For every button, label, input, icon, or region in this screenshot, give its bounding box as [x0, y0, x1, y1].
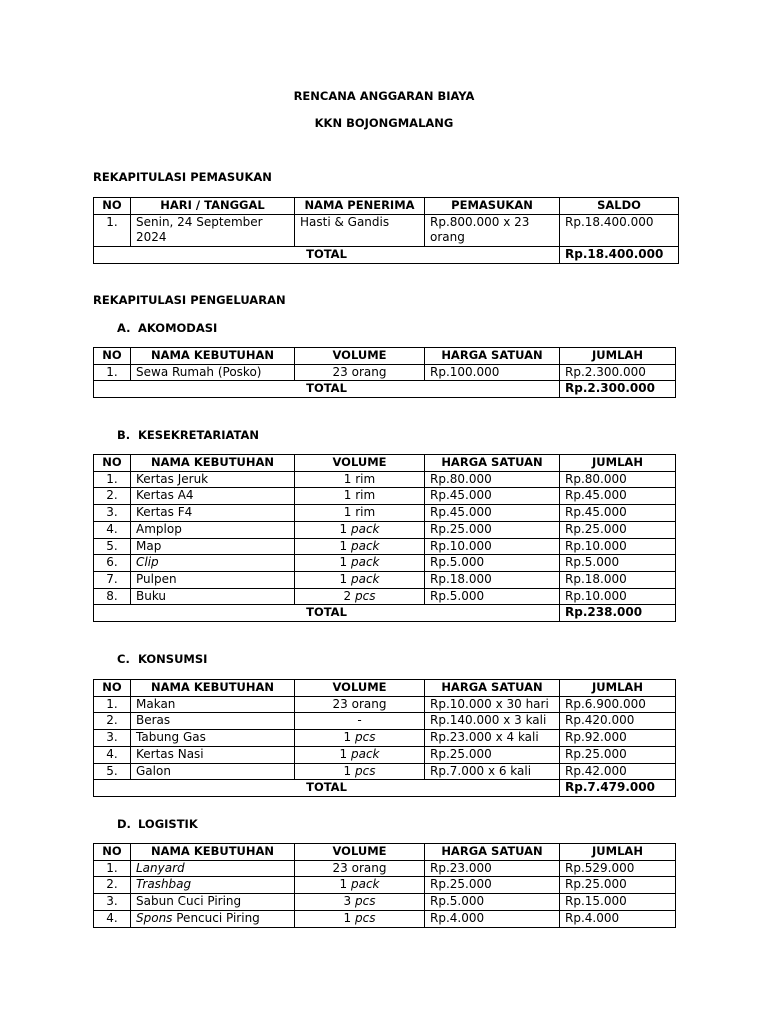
row-nama — [131, 910, 295, 927]
row-volume-number: 1 — [339, 877, 348, 892]
row-nama — [131, 894, 295, 911]
row-nama — [131, 763, 295, 780]
header-cell: NAMA KEBUTUHAN — [131, 680, 295, 697]
row-jumlah: Rp.420.000 — [560, 713, 676, 730]
row-volume-unit: pcs — [355, 894, 376, 909]
row-volume — [295, 696, 425, 713]
section-title: LOGISTIK — [138, 817, 198, 831]
table-row — [94, 521, 676, 538]
row-nama — [131, 877, 295, 894]
row-jumlah: Rp.15.000 — [560, 894, 676, 911]
row-harga: Rp.25.000 — [425, 877, 560, 894]
row-jumlah: Rp.25.000 — [560, 746, 676, 763]
row-no: 5. — [94, 763, 131, 780]
row-no: 3. — [94, 894, 131, 911]
akomodasi-table — [93, 347, 676, 398]
row-penerima: Hasti & Gandis — [295, 214, 425, 246]
row-nama: Sewa Rumah (Posko) — [131, 364, 295, 381]
header-cell: JUMLAH — [560, 455, 676, 472]
row-jumlah: Rp.25.000 — [560, 521, 676, 538]
row-harga: Rp.5.000 — [425, 588, 560, 605]
row-nama-text: Tabung Gas — [136, 730, 206, 745]
row-jumlah: Rp.529.000 — [560, 860, 676, 877]
row-no: 5. — [94, 538, 131, 555]
section-kesekretariatan-title — [117, 428, 259, 442]
section-logistik-title — [117, 817, 198, 831]
section-title: KESEKRETARIATAN — [138, 428, 259, 442]
row-nama-text: Pencuci Piring — [172, 910, 260, 925]
row-no: 8. — [94, 588, 131, 605]
row-nama-italic: Spons — [136, 910, 173, 925]
table-row — [94, 860, 676, 877]
header-cell: NO — [94, 844, 131, 861]
row-harga: Rp.5.000 — [425, 555, 560, 572]
row-nama-text: Makan — [136, 696, 176, 711]
row-volume — [295, 505, 425, 522]
row-harga: Rp.80.000 — [425, 471, 560, 488]
row-no: 2. — [94, 877, 131, 894]
row-no: 1. — [94, 696, 131, 713]
row-harga: Rp.25.000 — [425, 746, 560, 763]
pemasukan-heading: REKAPITULASI PEMASUKAN — [93, 170, 272, 184]
row-volume-unit: pcs — [355, 763, 376, 778]
row-volume — [295, 521, 425, 538]
header-cell: NAMA KEBUTUHAN — [131, 844, 295, 861]
table-row — [94, 696, 676, 713]
row-volume-number: 1 — [339, 538, 348, 553]
row-harga: Rp.10.000 — [425, 538, 560, 555]
header-cell: NO — [94, 455, 131, 472]
row-jumlah: Rp.2.300.000 — [560, 364, 676, 381]
row-jumlah: Rp.4.000 — [560, 910, 676, 927]
row-volume-unit: pack — [350, 538, 380, 553]
row-no: 3. — [94, 505, 131, 522]
row-volume — [295, 730, 425, 747]
row-nama-text: Galon — [136, 763, 171, 778]
table-row — [94, 555, 676, 572]
total-row — [94, 605, 676, 622]
header-cell: HARI / TANGGAL — [131, 198, 295, 215]
row-volume — [295, 860, 425, 877]
row-volume-number: 3 — [343, 894, 352, 909]
row-volume-number: 1 — [343, 763, 352, 778]
row-nama — [131, 860, 295, 877]
row-volume-number: 1 — [343, 488, 352, 503]
row-harga: Rp.100.000 — [425, 364, 560, 381]
row-jumlah: Rp.5.000 — [560, 555, 676, 572]
row-volume-unit: orang — [351, 860, 387, 875]
logistik-table — [93, 843, 676, 928]
row-saldo: Rp.18.400.000 — [560, 214, 679, 246]
row-nama-text: Kertas A4 — [136, 488, 194, 503]
header-cell: NO — [94, 348, 131, 365]
table-row — [94, 364, 676, 381]
row-jumlah: Rp.25.000 — [560, 877, 676, 894]
header-cell: NO — [94, 680, 131, 697]
row-harga: Rp.23.000 — [425, 860, 560, 877]
row-no: 1. — [94, 214, 131, 246]
row-volume-unit: rim — [355, 488, 376, 503]
row-harga: Rp.140.000 x 3 kali — [425, 713, 560, 730]
total-value: Rp.238.000 — [560, 605, 676, 622]
row-pemasukan: Rp.800.000 x 23 orang — [425, 214, 560, 246]
table-row — [94, 713, 676, 730]
row-volume-number: 23 — [332, 696, 348, 711]
row-volume-number: - — [357, 713, 362, 728]
table-row — [94, 588, 676, 605]
row-harga: Rp.18.000 — [425, 571, 560, 588]
row-volume — [295, 763, 425, 780]
pemasukan-table — [93, 197, 679, 264]
row-no: 4. — [94, 910, 131, 927]
row-harga: Rp.23.000 x 4 kali — [425, 730, 560, 747]
row-nama-text: Beras — [136, 713, 171, 728]
header-cell: HARGA SATUAN — [425, 680, 560, 697]
row-nama-text: Amplop — [136, 521, 182, 536]
table-header-row — [94, 844, 676, 861]
row-volume — [295, 877, 425, 894]
table-row — [94, 730, 676, 747]
row-nama-text: Pulpen — [136, 571, 177, 586]
section-letter: B. — [117, 428, 131, 442]
row-no: 1. — [94, 860, 131, 877]
row-volume — [295, 555, 425, 572]
total-value: Rp.2.300.000 — [560, 381, 676, 398]
row-volume-number: 2 — [343, 588, 352, 603]
row-nama — [131, 538, 295, 555]
row-volume-unit: pcs — [355, 910, 376, 925]
kesekretariatan-table — [93, 454, 676, 622]
row-nama-text: Kertas Nasi — [136, 746, 204, 761]
row-nama-italic: Lanyard — [136, 860, 185, 875]
row-volume — [295, 713, 425, 730]
row-volume-unit: rim — [355, 505, 376, 520]
table-header-row — [94, 198, 679, 215]
row-harga: Rp.45.000 — [425, 505, 560, 522]
total-value: Rp.18.400.000 — [560, 247, 679, 264]
row-jumlah: Rp.10.000 — [560, 588, 676, 605]
document-title: RENCANA ANGGARAN BIAYA — [293, 89, 475, 103]
row-nama-text: Sabun Cuci Piring — [136, 894, 242, 909]
row-nama — [131, 696, 295, 713]
row-volume-number: 1 — [343, 910, 352, 925]
row-volume-unit: pcs — [355, 730, 376, 745]
row-jumlah: Rp.10.000 — [560, 538, 676, 555]
row-volume — [295, 571, 425, 588]
row-nama-text: Kertas Jeruk — [136, 471, 209, 486]
row-volume — [295, 910, 425, 927]
header-cell: JUMLAH — [560, 844, 676, 861]
total-label: TOTAL — [94, 381, 560, 398]
row-no: 4. — [94, 746, 131, 763]
row-nama — [131, 555, 295, 572]
row-jumlah: Rp.80.000 — [560, 471, 676, 488]
section-letter: A. — [117, 321, 131, 335]
table-row — [94, 910, 676, 927]
row-nama-text: Clip — [136, 555, 159, 570]
row-no: 4. — [94, 521, 131, 538]
total-label: TOTAL — [94, 605, 560, 622]
row-no: 2. — [94, 488, 131, 505]
row-volume-number: 1 — [339, 571, 348, 586]
row-volume-number: 1 — [343, 505, 352, 520]
row-jumlah: Rp.6.900.000 — [560, 696, 676, 713]
header-cell: VOLUME — [295, 844, 425, 861]
total-row — [94, 780, 676, 797]
header-cell: JUMLAH — [560, 348, 676, 365]
table-header-row — [94, 348, 676, 365]
table-header-row — [94, 680, 676, 697]
header-cell: HARGA SATUAN — [425, 844, 560, 861]
section-konsumsi-title — [117, 652, 207, 666]
row-jumlah: Rp.18.000 — [560, 571, 676, 588]
row-volume-number: 1 — [339, 746, 348, 761]
row-no: 6. — [94, 555, 131, 572]
row-nama — [131, 588, 295, 605]
row-harga: Rp.45.000 — [425, 488, 560, 505]
row-nama-italic: Trashbag — [136, 877, 192, 892]
row-jumlah: Rp.42.000 — [560, 763, 676, 780]
header-cell: NO — [94, 198, 131, 215]
row-volume-unit: pack — [350, 571, 380, 586]
header-cell: VOLUME — [295, 348, 425, 365]
row-harga: Rp.4.000 — [425, 910, 560, 927]
table-header-row — [94, 455, 676, 472]
section-title: KONSUMSI — [138, 652, 208, 666]
header-cell: HARGA SATUAN — [425, 348, 560, 365]
document-subtitle: KKN BOJONGMALANG — [314, 116, 454, 130]
header-cell: VOLUME — [295, 455, 425, 472]
row-nama — [131, 571, 295, 588]
header-cell: NAMA PENERIMA — [295, 198, 425, 215]
row-harga: Rp.7.000 x 6 kali — [425, 763, 560, 780]
table-row — [94, 214, 679, 246]
row-no: 1. — [94, 364, 131, 381]
row-volume-number: 1 — [343, 471, 352, 486]
table-row — [94, 877, 676, 894]
row-volume-number: 1 — [339, 555, 348, 570]
table-row — [94, 763, 676, 780]
row-volume — [295, 894, 425, 911]
section-letter: D. — [117, 817, 131, 831]
row-no: 3. — [94, 730, 131, 747]
section-title: AKOMODASI — [138, 321, 218, 335]
header-cell: JUMLAH — [560, 680, 676, 697]
row-volume-unit: pack — [350, 555, 380, 570]
row-volume-unit: pack — [350, 521, 380, 536]
row-jumlah: Rp.92.000 — [560, 730, 676, 747]
row-volume: 23 orang — [295, 364, 425, 381]
header-cell: NAMA KEBUTUHAN — [131, 348, 295, 365]
header-cell: PEMASUKAN — [425, 198, 560, 215]
row-volume-number: 1 — [339, 521, 348, 536]
row-no: 2. — [94, 713, 131, 730]
row-tanggal: Senin, 24 September 2024 — [131, 214, 295, 246]
header-cell: HARGA SATUAN — [425, 455, 560, 472]
total-row — [94, 381, 676, 398]
row-nama-text: Kertas F4 — [136, 505, 193, 520]
table-row — [94, 894, 676, 911]
row-nama — [131, 730, 295, 747]
section-letter: C. — [117, 652, 130, 666]
total-label: TOTAL — [94, 247, 560, 264]
table-row — [94, 488, 676, 505]
table-row — [94, 471, 676, 488]
row-jumlah: Rp.45.000 — [560, 488, 676, 505]
row-no: 7. — [94, 571, 131, 588]
total-value: Rp.7.479.000 — [560, 780, 676, 797]
row-nama — [131, 488, 295, 505]
row-volume-unit: pack — [350, 746, 380, 761]
row-nama — [131, 713, 295, 730]
row-nama — [131, 471, 295, 488]
section-akomodasi-title — [117, 321, 217, 335]
row-harga: Rp.5.000 — [425, 894, 560, 911]
row-nama — [131, 746, 295, 763]
row-volume-unit: pcs — [355, 588, 376, 603]
row-no: 1. — [94, 471, 131, 488]
total-label: TOTAL — [94, 780, 560, 797]
row-volume-number: 1 — [343, 730, 352, 745]
table-row — [94, 538, 676, 555]
row-harga: Rp.25.000 — [425, 521, 560, 538]
row-nama-text: Map — [136, 538, 162, 553]
konsumsi-table — [93, 679, 676, 797]
table-row — [94, 505, 676, 522]
row-harga: Rp.10.000 x 30 hari — [425, 696, 560, 713]
row-volume — [295, 538, 425, 555]
total-row — [94, 247, 679, 264]
header-cell: SALDO — [560, 198, 679, 215]
row-nama-text: Buku — [136, 588, 167, 603]
row-jumlah: Rp.45.000 — [560, 505, 676, 522]
header-cell: NAMA KEBUTUHAN — [131, 455, 295, 472]
row-nama — [131, 521, 295, 538]
pengeluaran-heading: REKAPITULASI PENGELUARAN — [93, 293, 286, 307]
header-cell: VOLUME — [295, 680, 425, 697]
row-volume — [295, 746, 425, 763]
row-volume — [295, 471, 425, 488]
row-volume-unit: pack — [350, 877, 380, 892]
row-volume — [295, 588, 425, 605]
row-volume — [295, 488, 425, 505]
table-row — [94, 571, 676, 588]
row-nama — [131, 505, 295, 522]
table-row — [94, 746, 676, 763]
row-volume-number: 23 — [332, 860, 348, 875]
row-volume-unit: orang — [351, 696, 387, 711]
row-volume-unit: rim — [355, 471, 376, 486]
